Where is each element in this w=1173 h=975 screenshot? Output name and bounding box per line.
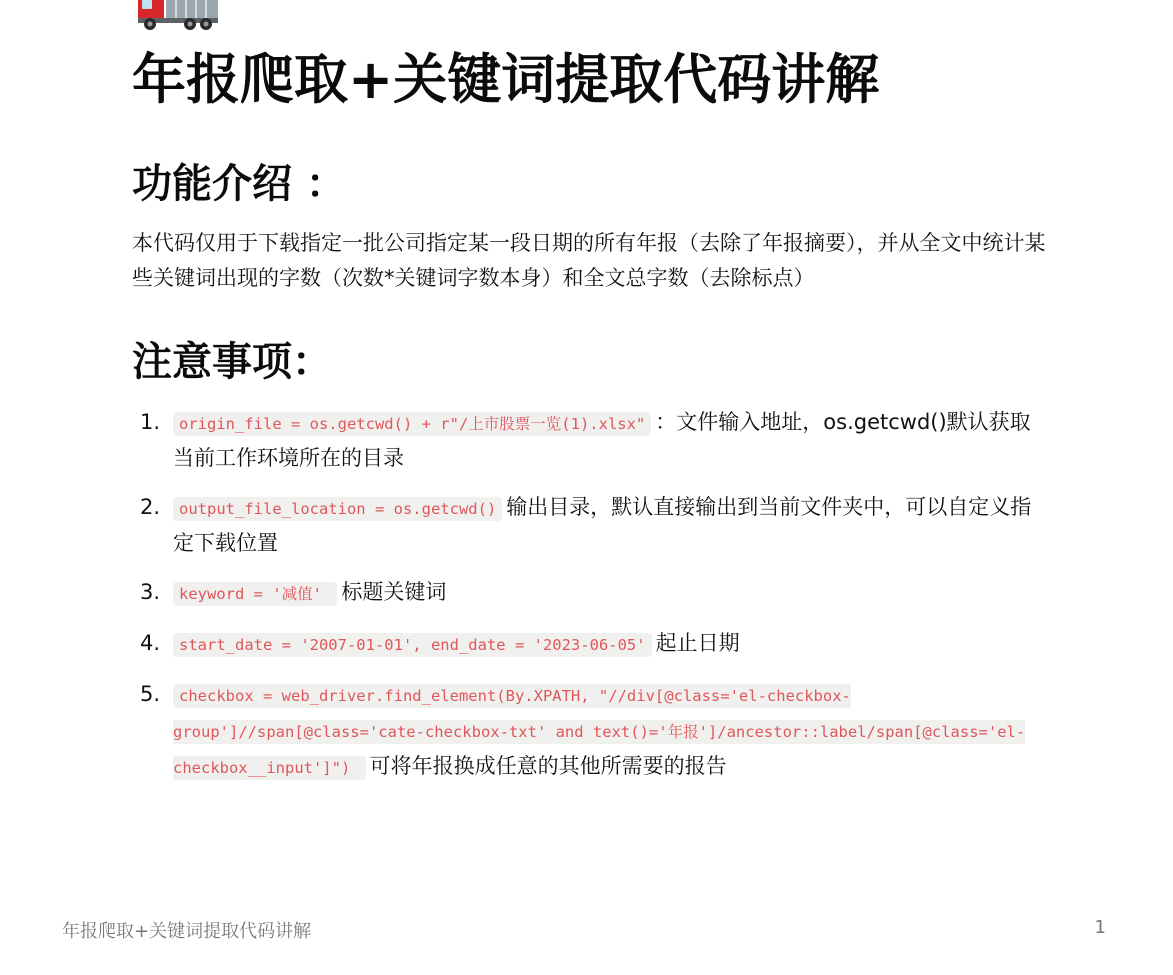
list-item-text: 可将年报换成任意的其他所需要的报告	[369, 754, 727, 778]
inline-code: keyword = '减值'	[173, 582, 337, 606]
list-item-number: 4.	[139, 631, 160, 655]
list-item-text: 输出目录，默认直接输出到当前文件夹中，可以自定义指定下载位置	[173, 495, 1032, 555]
page-number: 1	[1094, 917, 1106, 938]
list-item	[132, 575, 1042, 611]
footer-title: 年报爬取+关键词提取代码讲解	[62, 921, 312, 942]
list-item	[132, 490, 1042, 560]
list-item-text: 标题关键词	[341, 580, 447, 604]
inline-code: origin_file = os.getcwd() + r"/上市股票一览(1).xlsx"	[173, 412, 651, 436]
page-title: 年报爬取+关键词提取代码讲解	[132, 48, 880, 111]
notes-list	[132, 405, 1042, 785]
intro-heading: 功能介绍 ：	[132, 161, 346, 207]
notes-heading: 注意事项：	[132, 339, 332, 385]
list-item	[132, 626, 1042, 662]
list-item-number: 3.	[139, 580, 160, 604]
inline-code: output_file_location = os.getcwd()	[173, 497, 502, 521]
list-item	[132, 677, 1042, 785]
inline-code: checkbox = web_driver.find_element(By.XPATH, "//div[@class='el-checkbox-group']//span[@class='cate-checkbox-txt' and text()='年报']/ancestor::label/span[@class='el-checkbox__input']")	[173, 684, 1025, 780]
list-item-number: 5.	[139, 682, 160, 706]
list-item-text: ：文件输入地址，os.getcwd()默认获取当前工作环境所在的目录	[173, 410, 1031, 470]
list-item	[132, 405, 1042, 475]
intro-paragraph: 本代码仅用于下载指定一批公司指定某一段日期的所有年报（去除了年报摘要），并从全文中统计某些关键词出现的字数（次数*关键词字数本身）和全文总字数（去除标点）	[132, 231, 1046, 290]
inline-code: start_date = '2007-01-01', end_date = '2023-06-05'	[173, 633, 652, 657]
list-item-text: 起止日期	[655, 631, 740, 655]
list-item-number: 1.	[139, 410, 160, 434]
fire-truck-icon	[134, 0, 224, 32]
list-item-number: 2.	[139, 495, 160, 519]
